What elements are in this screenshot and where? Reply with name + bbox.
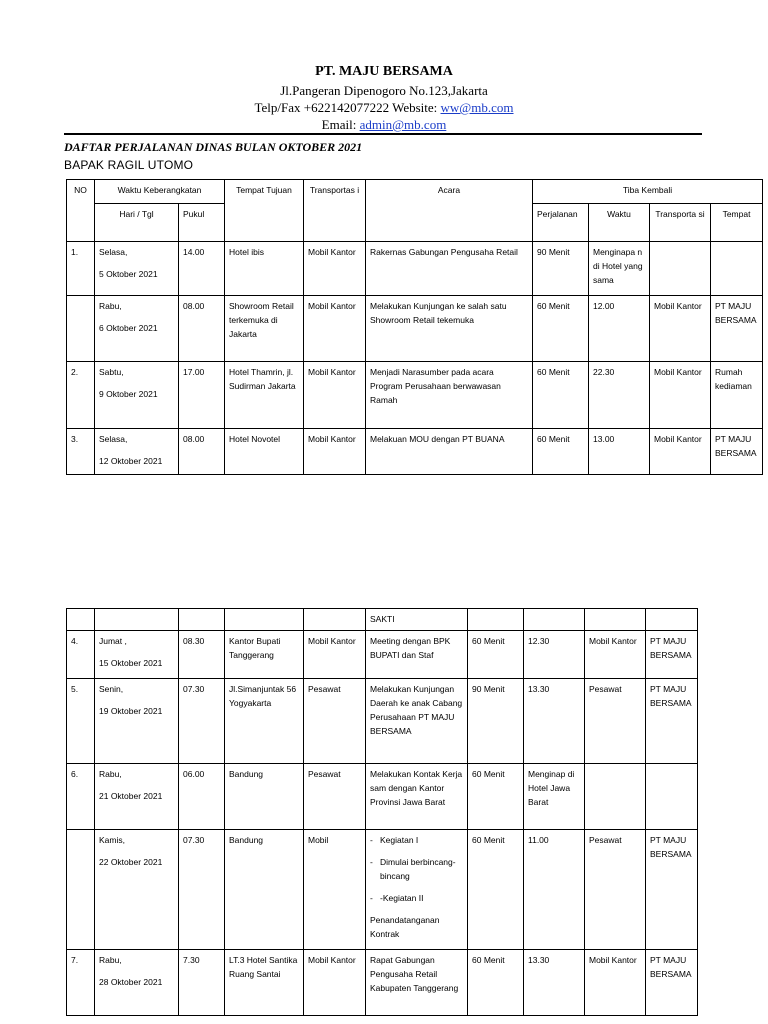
- row-no: 3.: [67, 429, 95, 475]
- row-date: 12 Oktober 2021: [99, 456, 163, 466]
- col-return-transport: Transporta si: [650, 204, 711, 242]
- event-activity-item: [370, 891, 463, 905]
- company-address: Jl.Pangeran Dipenogoro No.123,Jakarta: [280, 83, 488, 98]
- col-return: Tiba Kembali: [533, 180, 763, 204]
- row-date: 9 Oktober 2021: [99, 389, 158, 399]
- empty-cell: [585, 609, 646, 631]
- row-event: Melakuan MOU dengan PT BUANA: [366, 429, 533, 475]
- row-destination: Jl.Simanjuntak 56 Yogyakarta: [225, 679, 304, 764]
- trip-row: [67, 429, 763, 475]
- empty-cell: [468, 609, 524, 631]
- row-transport: Mobil Kantor: [304, 362, 366, 429]
- trip-table-page2: [66, 608, 698, 1016]
- event-activity-item: [370, 855, 463, 883]
- carry-over-row: [67, 609, 698, 631]
- row-event: Melakukan Kunjungan Daerah ke anak Cabang Perusahaan PT MAJU BERSAMA: [366, 679, 468, 764]
- contact-text: Telp/Fax +622142077222 Website:: [254, 100, 441, 115]
- row-time: 07.30: [179, 679, 225, 764]
- row-destination: Bandung: [225, 764, 304, 830]
- email-label: Email:: [321, 117, 360, 132]
- row-time: 08.00: [179, 429, 225, 475]
- row-return-time: 13.30: [524, 679, 585, 764]
- row-date: 15 Oktober 2021: [99, 658, 163, 668]
- row-day-date: [95, 429, 179, 475]
- col-transport: Transportas i: [304, 180, 366, 242]
- website-link[interactable]: ww@mb.com: [440, 100, 514, 115]
- row-place: PT MAJU BERSAMA: [646, 830, 698, 950]
- row-transport: Mobil: [304, 830, 366, 950]
- col-place: Tempat: [711, 204, 763, 242]
- header-row-1: [67, 180, 763, 204]
- activity-text: Penandatanganan Kontrak: [370, 915, 440, 939]
- row-return-transport: Mobil Kantor: [650, 296, 711, 362]
- row-place: PT MAJU BERSAMA: [646, 631, 698, 679]
- trip-row: [67, 242, 763, 296]
- row-event: Melakukan Kontak Kerja sam dengan Kantor Provinsi Jawa Barat: [366, 764, 468, 830]
- row-event: [366, 830, 468, 950]
- row-return-time: 13.30: [524, 950, 585, 1016]
- company-contact: [0, 100, 768, 116]
- row-date: 21 Oktober 2021: [99, 791, 163, 801]
- col-event: Acara: [366, 180, 533, 242]
- row-return-transport: [650, 242, 711, 296]
- col-trip: Perjalanan: [533, 204, 589, 242]
- empty-cell: [95, 609, 179, 631]
- row-place: [711, 242, 763, 296]
- row-date: 19 Oktober 2021: [99, 706, 163, 716]
- row-time: 06.00: [179, 764, 225, 830]
- row-date: 28 Oktober 2021: [99, 977, 163, 987]
- row-no: [67, 830, 95, 950]
- row-day-date: [95, 830, 179, 950]
- activity-text: Dimulai berbincang-bincang: [380, 857, 456, 881]
- row-day: Kamis,: [99, 835, 125, 845]
- empty-cell: [304, 609, 366, 631]
- row-return-time: 13.00: [589, 429, 650, 475]
- row-time: 17.00: [179, 362, 225, 429]
- trip-row: [67, 631, 698, 679]
- row-day: Sabtu,: [99, 367, 124, 377]
- row-day-date: [95, 950, 179, 1016]
- row-trip: 60 Menit: [533, 429, 589, 475]
- email-link[interactable]: admin@mb.com: [359, 117, 447, 132]
- empty-cell: [179, 609, 225, 631]
- empty-cell: [524, 609, 585, 631]
- row-day-date: [95, 242, 179, 296]
- row-day-date: [95, 362, 179, 429]
- row-return-time: 12.30: [524, 631, 585, 679]
- row-trip: 90 Menit: [468, 679, 524, 764]
- row-destination: Showroom Retail terkemuka di Jakarta: [225, 296, 304, 362]
- row-destination: Hotel Thamrin, jl. Sudirman Jakarta: [225, 362, 304, 429]
- row-no: [67, 296, 95, 362]
- row-event: Menjadi Narasumber pada acara Program Perusahaan berwawasan Ramah: [366, 362, 533, 429]
- row-no: 5.: [67, 679, 95, 764]
- row-date: 22 Oktober 2021: [99, 857, 163, 867]
- row-trip: 60 Menit: [533, 296, 589, 362]
- row-transport: Mobil Kantor: [304, 429, 366, 475]
- row-date: 6 Oktober 2021: [99, 323, 158, 333]
- row-day: Selasa,: [99, 434, 128, 444]
- row-return-transport: Mobil Kantor: [650, 362, 711, 429]
- bullet-dash: -: [370, 857, 373, 867]
- activity-text: -Kegiatan II: [380, 893, 424, 903]
- row-return-transport: Pesawat: [585, 679, 646, 764]
- row-destination: Bandung: [225, 830, 304, 950]
- document-title: DAFTAR PERJALANAN DINAS BULAN OKTOBER 2021: [64, 140, 363, 154]
- row-transport: Pesawat: [304, 764, 366, 830]
- row-trip: 60 Menit: [468, 764, 524, 830]
- row-event: Rakernas Gabungan Pengusaha Retail: [366, 242, 533, 296]
- row-day-date: [95, 296, 179, 362]
- trip-row: [67, 950, 698, 1016]
- row-day: Rabu,: [99, 301, 122, 311]
- row-return-time: 11.00: [524, 830, 585, 950]
- col-departure: Waktu Keberangkatan: [95, 180, 225, 204]
- trip-row: [67, 679, 698, 764]
- event-activity-list: [370, 833, 463, 905]
- event-activity-item: [370, 833, 463, 847]
- row-day: Rabu,: [99, 769, 122, 779]
- activity-text: Kegiatan I: [380, 835, 419, 845]
- person-name: BAPAK RAGIL UTOMO: [64, 158, 194, 172]
- row-return-time: 12.00: [589, 296, 650, 362]
- row-time: 14.00: [179, 242, 225, 296]
- row-trip: 60 Menit: [468, 631, 524, 679]
- row-time: 08.00: [179, 296, 225, 362]
- row-no: 7.: [67, 950, 95, 1016]
- row-time: 07.30: [179, 830, 225, 950]
- row-return-transport: Mobil Kantor: [650, 429, 711, 475]
- empty-cell: [225, 609, 304, 631]
- company-name: PT. MAJU BERSAMA: [315, 64, 453, 79]
- row-destination: Hotel Novotel: [225, 429, 304, 475]
- row-place: Rumah kediaman: [711, 362, 763, 429]
- row-day: Jumat ,: [99, 636, 127, 646]
- row-destination: LT.3 Hotel Santika Ruang Santai: [225, 950, 304, 1016]
- row-destination: Hotel ibis: [225, 242, 304, 296]
- row-transport: Mobil Kantor: [304, 296, 366, 362]
- trip-table-page1: [66, 179, 763, 475]
- row-no: 6.: [67, 764, 95, 830]
- bullet-dash: -: [370, 893, 373, 903]
- row-place: PT MAJU BERSAMA: [646, 679, 698, 764]
- row-time: 08.30: [179, 631, 225, 679]
- row-transport: Mobil Kantor: [304, 631, 366, 679]
- row-day-date: [95, 631, 179, 679]
- row-no: 1.: [67, 242, 95, 296]
- row-time: 7.30: [179, 950, 225, 1016]
- row-event: Melakukan Kunjungan ke salah satu Showroom Retail tekemuka: [366, 296, 533, 362]
- row-day: Senin,: [99, 684, 124, 694]
- row-trip: 90 Menit: [533, 242, 589, 296]
- row-day: Rabu,: [99, 955, 122, 965]
- header-divider: [64, 133, 702, 135]
- empty-cell: [67, 609, 95, 631]
- row-place: PT MAJU BERSAMA: [711, 296, 763, 362]
- row-day: Selasa,: [99, 247, 128, 257]
- row-day-date: [95, 679, 179, 764]
- row-return-time: Menginapa n di Hotel yang sama: [589, 242, 650, 296]
- row-day-date: [95, 764, 179, 830]
- row-return-time: 22.30: [589, 362, 650, 429]
- row-return-transport: Pesawat: [585, 830, 646, 950]
- row-transport: Mobil Kantor: [304, 242, 366, 296]
- col-return-time: Waktu: [589, 204, 650, 242]
- trip-row: [67, 830, 698, 950]
- row-destination: Kantor Bupati Tanggerang: [225, 631, 304, 679]
- row-no: 4.: [67, 631, 95, 679]
- row-trip: 60 Menit: [533, 362, 589, 429]
- row-event: Rapat Gabungan Pengusaha Retail Kabupaten Tanggerang: [366, 950, 468, 1016]
- trip-row: [67, 296, 763, 362]
- bullet-dash: -: [370, 835, 373, 845]
- trip-row: [67, 764, 698, 830]
- empty-cell: [646, 609, 698, 631]
- row-return-transport: Mobil Kantor: [585, 950, 646, 1016]
- company-email: [0, 117, 768, 133]
- col-destination: Tempat Tujuan: [225, 180, 304, 242]
- col-time: Pukul: [179, 204, 225, 242]
- row-event: Meeting dengan BPK BUPATI dan Staf: [366, 631, 468, 679]
- row-return-time: Menginap di Hotel Jawa Barat: [524, 764, 585, 830]
- row-return-transport: Mobil Kantor: [585, 631, 646, 679]
- row-trip: 60 Menit: [468, 830, 524, 950]
- row-return-transport: [585, 764, 646, 830]
- row-transport: Mobil Kantor: [304, 950, 366, 1016]
- row-place: [646, 764, 698, 830]
- row-transport: Pesawat: [304, 679, 366, 764]
- trip-row: [67, 362, 763, 429]
- row-place: PT MAJU BERSAMA: [646, 950, 698, 1016]
- col-day-date: Hari / Tgl: [95, 204, 179, 242]
- row-no: 2.: [67, 362, 95, 429]
- row-place: PT MAJU BERSAMA: [711, 429, 763, 475]
- row-trip: 60 Menit: [468, 950, 524, 1016]
- carry-over-text: SAKTI: [366, 609, 468, 631]
- row-date: 5 Oktober 2021: [99, 269, 158, 279]
- col-no: NO: [67, 180, 95, 242]
